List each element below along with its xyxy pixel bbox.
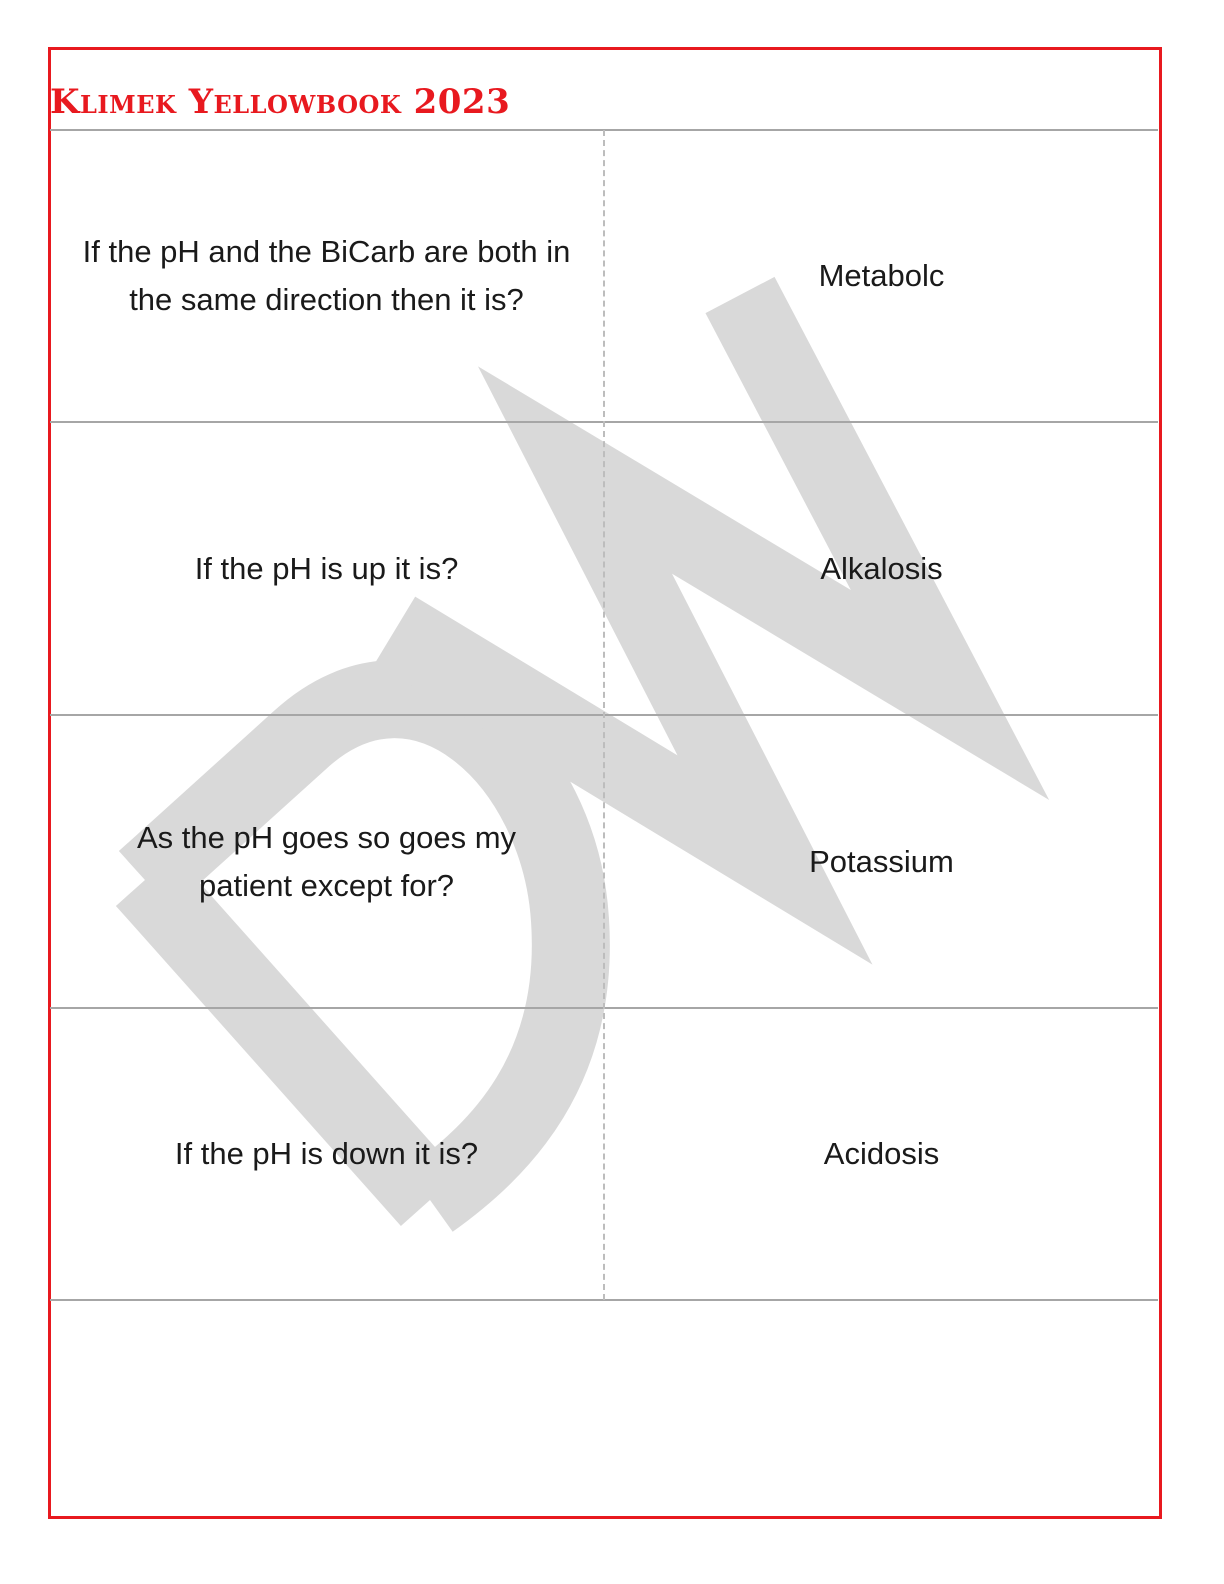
question-text: If the pH is down it is? — [174, 1136, 479, 1171]
document-title: Klimek Yellowbook 2023 — [50, 82, 511, 122]
question-text: If the pH is up it is? — [194, 550, 459, 586]
question-text: If the pH and the BiCarb are both in the same direction then it is? — [82, 234, 571, 317]
card-answer — [605, 423, 1158, 714]
card-question — [50, 1009, 603, 1299]
card-answer — [605, 131, 1158, 421]
card-question — [50, 716, 603, 1007]
card-question — [50, 423, 603, 714]
card-answer — [605, 716, 1158, 1007]
answer-text: Acidosis — [823, 1136, 940, 1171]
question-text: As the pH goes so goes my patient except for? — [136, 819, 517, 903]
card-question — [50, 131, 603, 421]
answer-text: Alkalosis — [820, 550, 943, 586]
card-answer — [605, 1009, 1158, 1299]
answer-text: Potassium — [809, 843, 954, 879]
answer-text: Metabolc — [818, 258, 945, 293]
